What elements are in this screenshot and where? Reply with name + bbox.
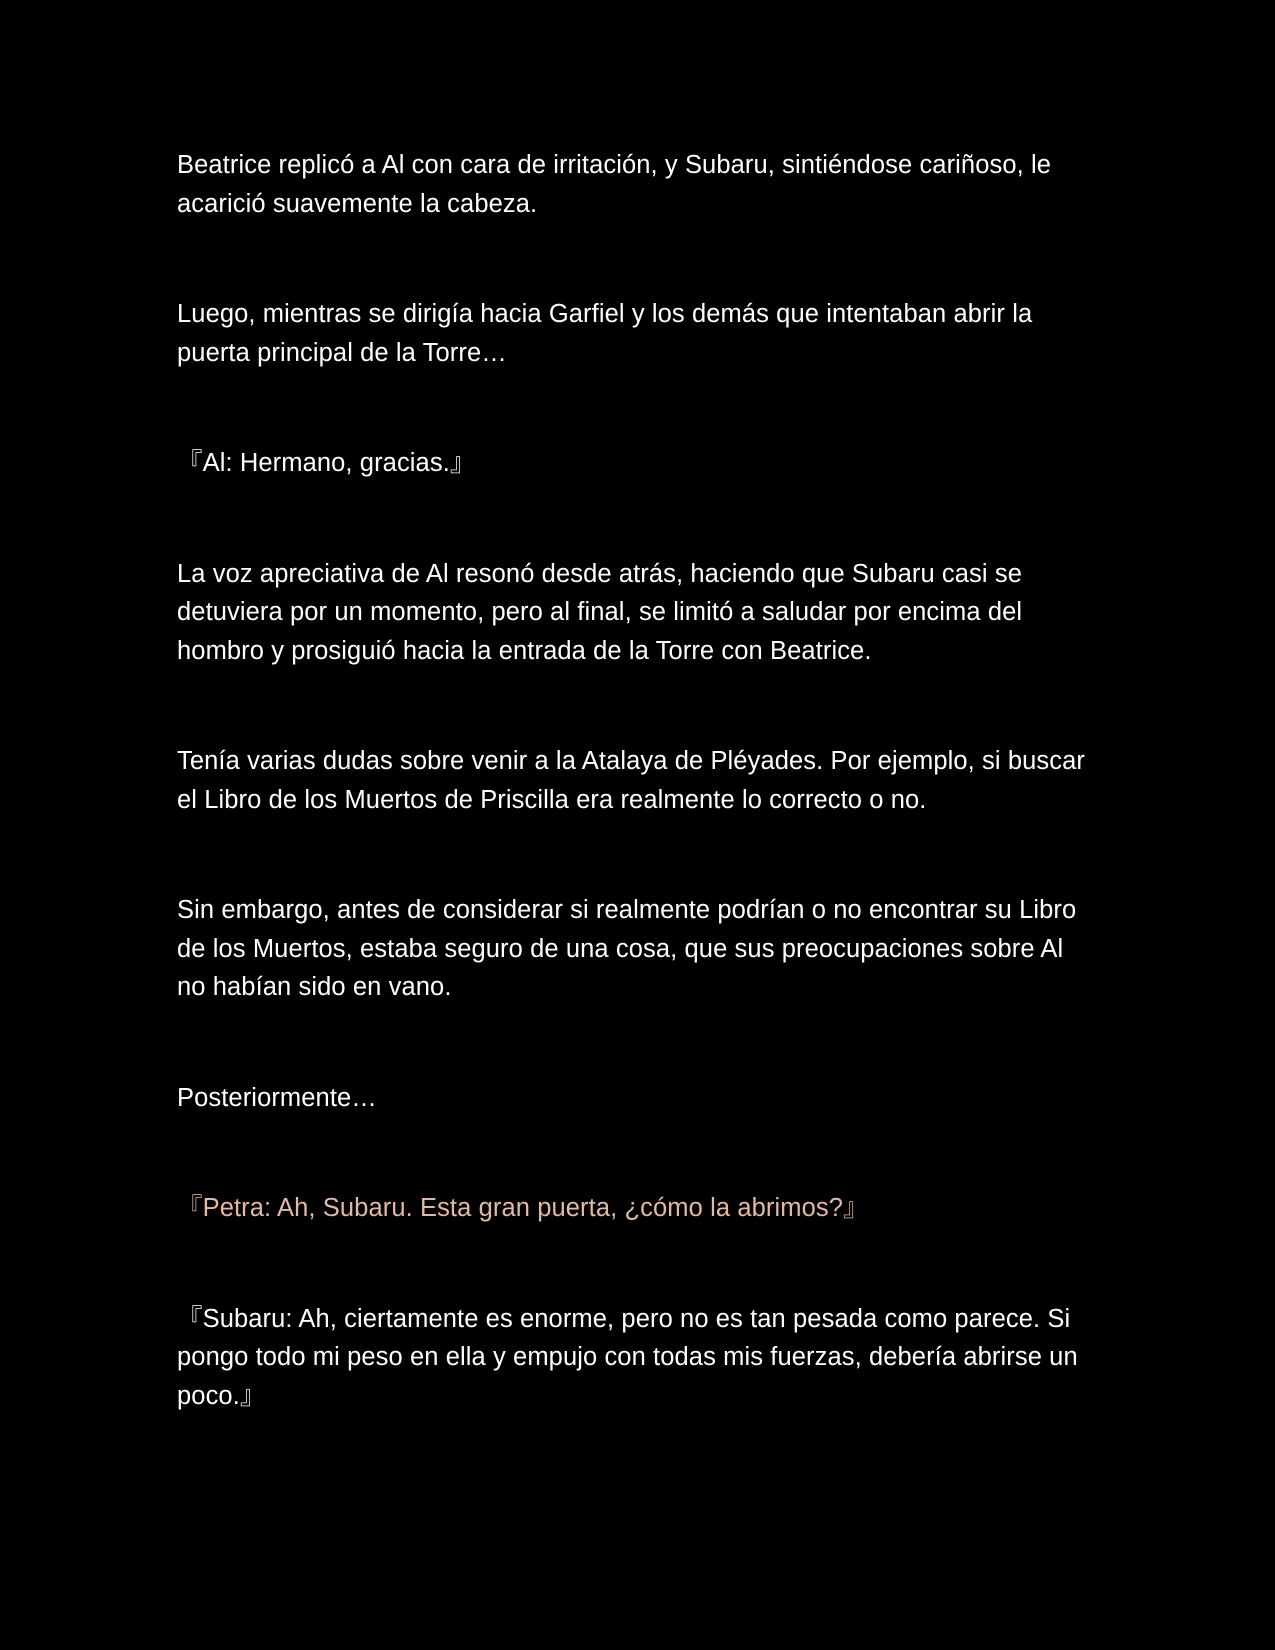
paragraph-narration: Luego, mientras se dirigía hacia Garfiel y los demás que intentaban abrir la puerta principal de la Torre… (177, 300, 1033, 367)
document-body (177, 146, 1097, 1415)
paragraph-narration: Sin embargo, antes de considerar si realmente podrían o no encontrar su Libro de los Muertos, estaba seguro de una cosa, que sus preocupaciones sobre Al no habían sido en vano. (177, 896, 1077, 1001)
paragraph-spacer (177, 372, 1097, 444)
paragraph-spacer (177, 1007, 1097, 1079)
paragraph-dialogue-al: 『Al: Hermano, gracias.』 (177, 449, 476, 477)
paragraph-spacer (177, 1117, 1097, 1189)
paragraph-spacer (177, 483, 1097, 555)
paragraph-dialogue-subaru: 『Subaru: Ah, ciertamente es enorme, pero no es tan pesada como parece. Si pongo todo mi peso en ella y empujo con todas mis fuerzas, debería abrirse un poco.』 (177, 1304, 1078, 1410)
paragraph-spacer (177, 819, 1097, 891)
paragraph-spacer (177, 223, 1097, 295)
paragraph-narration: Posteriormente… (177, 1083, 377, 1112)
paragraph-narration: Beatrice replicó a Al con cara de irritación, y Subaru, sintiéndose cariñoso, le acarició suavemente la cabeza. (177, 151, 1052, 218)
paragraph-spacer (177, 1228, 1097, 1300)
paragraph-narration: La voz apreciativa de Al resonó desde atrás, haciendo que Subaru casi se detuviera por un momento, pero al final, se limitó a saludar por encima del hombro y prosiguió hacia la entrada de la Torre con Beatrice. (177, 559, 1023, 665)
paragraph-spacer (177, 670, 1097, 742)
paragraph-dialogue-petra: 『Petra: Ah, Subaru. Esta gran puerta, ¿cómo la abrimos?』 (177, 1194, 869, 1222)
paragraph-narration: Tenía varias dudas sobre venir a la Atalaya de Pléyades. Por ejemplo, si buscar el Libro de los Muertos de Priscilla era realmente lo correcto o no. (177, 747, 1085, 814)
